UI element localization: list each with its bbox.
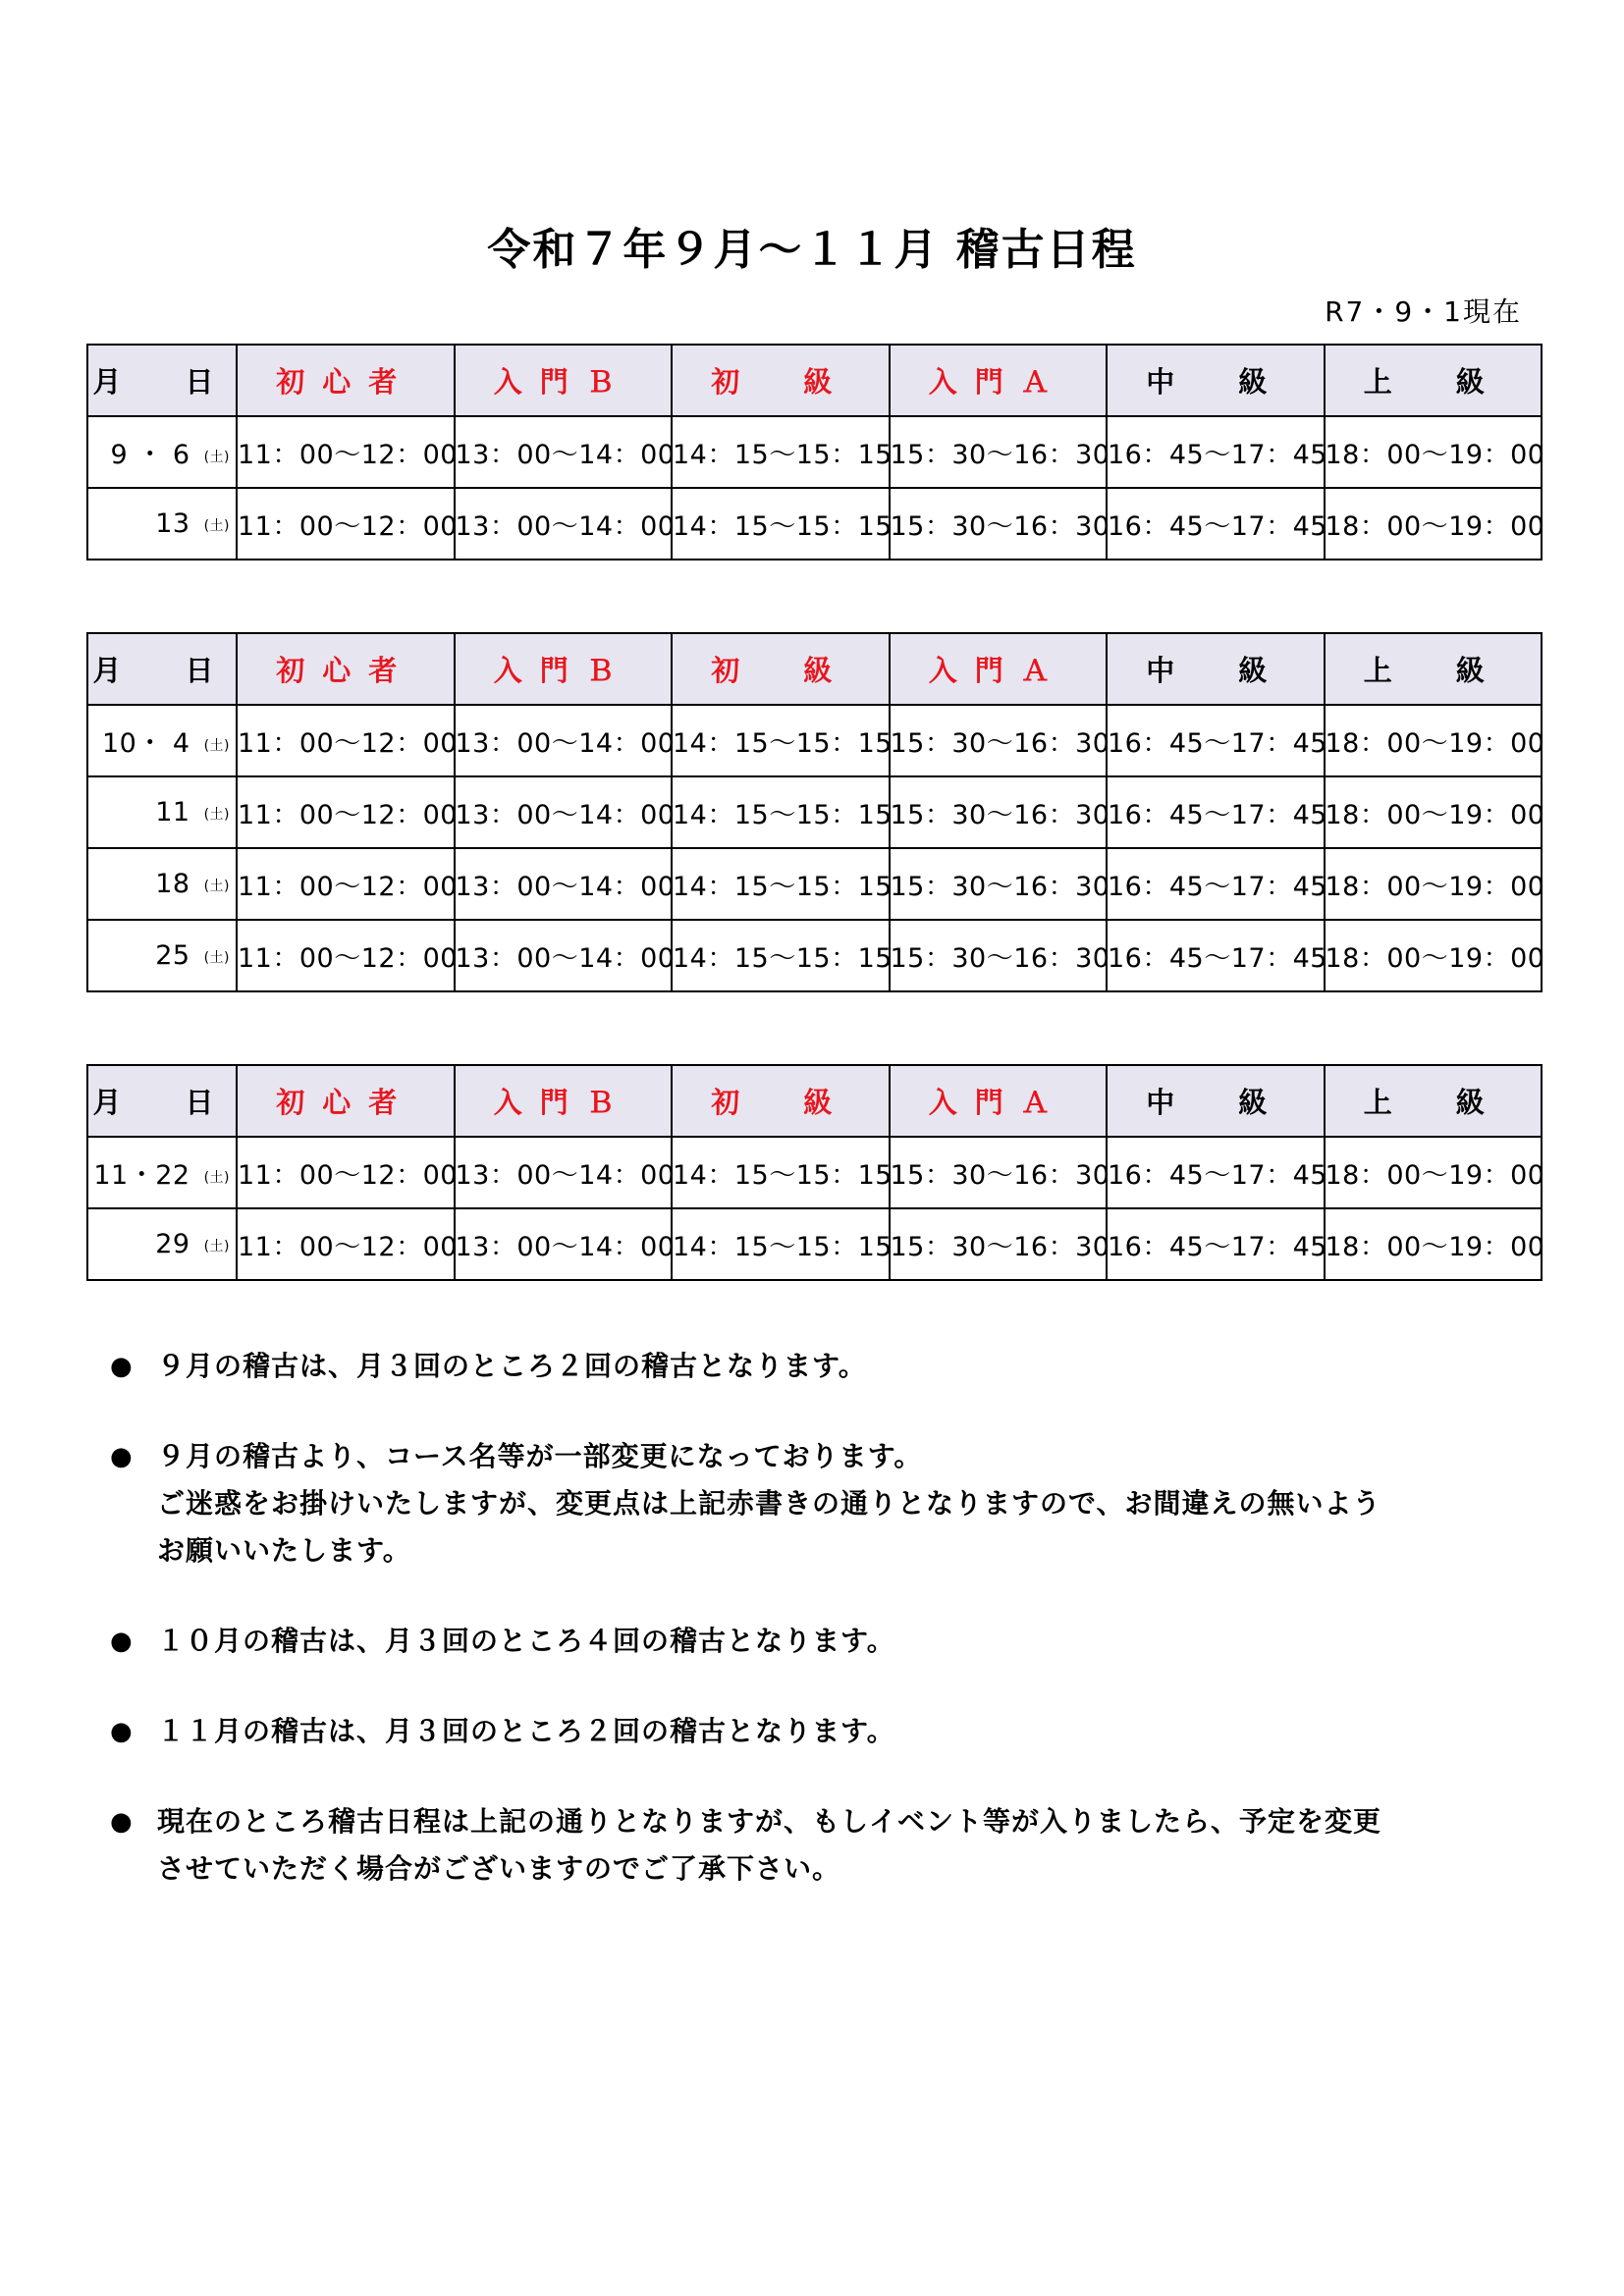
time-cell: 14：15～15：15	[672, 488, 890, 560]
notes-list	[110, 1343, 1543, 1936]
time-cell: 13：00～14：00	[455, 705, 673, 776]
column-header: 中 級	[1107, 1065, 1325, 1137]
column-header: 入門Ｂ	[455, 345, 673, 416]
date-label: 9 ・ 6	[110, 440, 190, 470]
bullet-icon: ●	[110, 1627, 134, 1656]
note-line: ９月の稽古より、コース名等が一部変更になっております。	[157, 1440, 923, 1472]
date-cell	[87, 705, 237, 776]
bullet-icon: ●	[110, 1717, 134, 1746]
time-cell: 18：00～19：00	[1325, 416, 1543, 488]
column-header: 入門Ａ	[890, 345, 1108, 416]
time-cell: 13：00～14：00	[455, 920, 673, 991]
note-item	[110, 1708, 1543, 1755]
time-cell: 16：45～17：45	[1107, 416, 1325, 488]
time-cell: 15：30～16：30	[890, 1208, 1108, 1280]
weekday-label: (土)	[203, 1169, 230, 1186]
weekday-label: (土)	[203, 1238, 230, 1255]
time-cell: 13：00～14：00	[455, 1137, 673, 1208]
column-header: 上 級	[1325, 345, 1543, 416]
weekday-label: (土)	[203, 806, 230, 823]
date-label: 25	[155, 940, 190, 971]
time-cell: 16：45～17：45	[1107, 920, 1325, 991]
table-row	[87, 416, 1542, 488]
time-cell: 16：45～17：45	[1107, 776, 1325, 848]
column-header: 初 級	[672, 633, 890, 705]
schedule-table	[86, 1064, 1543, 1281]
time-cell: 14：15～15：15	[672, 1208, 890, 1280]
time-cell: 18：00～19：00	[1325, 920, 1543, 991]
date-label: 10・ 4	[101, 728, 190, 759]
column-header: 初 級	[672, 345, 890, 416]
time-cell: 11：00～12：00	[237, 776, 455, 848]
note-line: ９月の稽古は、月３回のところ２回の稽古となります。	[157, 1350, 867, 1382]
column-header: 入門Ａ	[890, 633, 1108, 705]
schedule-table	[86, 344, 1543, 561]
column-header: 中 級	[1107, 633, 1325, 705]
time-cell: 11：00～12：00	[237, 1208, 455, 1280]
date-cell	[87, 488, 237, 560]
header-row	[87, 1065, 1542, 1137]
weekday-label: (土)	[203, 949, 230, 966]
time-cell: 18：00～19：00	[1325, 1137, 1543, 1208]
time-cell: 18：00～19：00	[1325, 776, 1543, 848]
date-label: 11・22	[93, 1160, 190, 1191]
date-cell	[87, 1208, 237, 1280]
column-header: 初 級	[672, 1065, 890, 1137]
time-cell: 18：00～19：00	[1325, 705, 1543, 776]
note-item	[110, 1618, 1543, 1665]
time-cell: 18：00～19：00	[1325, 848, 1543, 920]
note-item	[110, 1433, 1543, 1575]
header-row	[87, 633, 1542, 705]
time-cell: 18：00～19：00	[1325, 488, 1543, 560]
time-cell: 13：00～14：00	[455, 416, 673, 488]
date-label: 18	[155, 869, 190, 899]
bullet-icon: ●	[110, 1807, 134, 1837]
time-cell: 15：30～16：30	[890, 416, 1108, 488]
column-header: 月 日	[87, 345, 237, 416]
note-line: １０月の稽古は、月３回のところ４回の稽古となります。	[157, 1625, 895, 1657]
date-cell	[87, 920, 237, 991]
column-header: 月 日	[87, 1065, 237, 1137]
time-cell: 14：15～15：15	[672, 1137, 890, 1208]
column-header: 上 級	[1325, 633, 1543, 705]
column-header: 初心者	[237, 633, 455, 705]
note-line: ご迷惑をお掛けいたしますが、変更点は上記赤書きの通りとなりますので、お間違えの無いよう	[157, 1487, 1381, 1520]
time-cell: 13：00～14：00	[455, 848, 673, 920]
date-cell	[87, 416, 237, 488]
time-cell: 13：00～14：00	[455, 488, 673, 560]
time-cell: 15：30～16：30	[890, 705, 1108, 776]
weekday-label: (土)	[203, 449, 230, 465]
time-cell: 15：30～16：30	[890, 920, 1108, 991]
column-header: 中 級	[1107, 345, 1325, 416]
table-row	[87, 920, 1542, 991]
note-line: お願いいたします。	[157, 1534, 411, 1567]
note-line: 現在のところ稽古日程は上記の通りとなりますが、もしイベント等が入りましたら、予定を変更	[157, 1805, 1382, 1838]
time-cell: 11：00～12：00	[237, 705, 455, 776]
time-cell: 16：45～17：45	[1107, 705, 1325, 776]
table-row	[87, 848, 1542, 920]
table-row	[87, 705, 1542, 776]
column-header: 入門Ｂ	[455, 633, 673, 705]
table-row	[87, 1137, 1542, 1208]
time-cell: 18：00～19：00	[1325, 1208, 1543, 1280]
time-cell: 15：30～16：30	[890, 776, 1108, 848]
time-cell: 13：00～14：00	[455, 776, 673, 848]
date-cell	[87, 776, 237, 848]
time-cell: 11：00～12：00	[237, 920, 455, 991]
table-row	[87, 1208, 1542, 1280]
time-cell: 16：45～17：45	[1107, 848, 1325, 920]
column-header: 入門Ａ	[890, 1065, 1108, 1137]
date-label: 29	[155, 1229, 190, 1259]
time-cell: 11：00～12：00	[237, 488, 455, 560]
bullet-icon: ●	[110, 1442, 134, 1471]
time-cell: 14：15～15：15	[672, 705, 890, 776]
weekday-label: (土)	[203, 517, 230, 534]
time-cell: 14：15～15：15	[672, 848, 890, 920]
note-item	[110, 1798, 1543, 1893]
table-row	[87, 776, 1542, 848]
time-cell: 11：00～12：00	[237, 1137, 455, 1208]
time-cell: 16：45～17：45	[1107, 1137, 1325, 1208]
time-cell: 16：45～17：45	[1107, 488, 1325, 560]
time-cell: 15：30～16：30	[890, 488, 1108, 560]
time-cell: 14：15～15：15	[672, 776, 890, 848]
schedule-table	[86, 632, 1543, 992]
time-cell: 11：00～12：00	[237, 416, 455, 488]
time-cell: 15：30～16：30	[890, 848, 1108, 920]
time-cell: 16：45～17：45	[1107, 1208, 1325, 1280]
date-label: 13	[155, 508, 190, 539]
note-line: させていただく場合がございますのでご了承下さい。	[157, 1852, 841, 1885]
time-cell: 15：30～16：30	[890, 1137, 1108, 1208]
column-header: 入門Ｂ	[455, 1065, 673, 1137]
weekday-label: (土)	[203, 878, 230, 894]
bullet-icon: ●	[110, 1352, 134, 1381]
header-row	[87, 345, 1542, 416]
date-cell	[87, 1137, 237, 1208]
page-title: 令和７年９月～１１月 稽古日程	[487, 225, 1137, 275]
time-cell: 14：15～15：15	[672, 416, 890, 488]
as-of-date: R7・9・1現在	[1325, 295, 1522, 328]
column-header: 月 日	[87, 633, 237, 705]
note-item	[110, 1343, 1543, 1390]
column-header: 上 級	[1325, 1065, 1543, 1137]
time-cell: 11：00～12：00	[237, 848, 455, 920]
table-row	[87, 488, 1542, 560]
date-cell	[87, 848, 237, 920]
column-header: 初心者	[237, 345, 455, 416]
column-header: 初心者	[237, 1065, 455, 1137]
note-line: １１月の稽古は、月３回のところ２回の稽古となります。	[157, 1715, 895, 1747]
time-cell: 14：15～15：15	[672, 920, 890, 991]
date-label: 11	[155, 797, 190, 828]
weekday-label: (土)	[203, 737, 230, 754]
time-cell: 13：00～14：00	[455, 1208, 673, 1280]
